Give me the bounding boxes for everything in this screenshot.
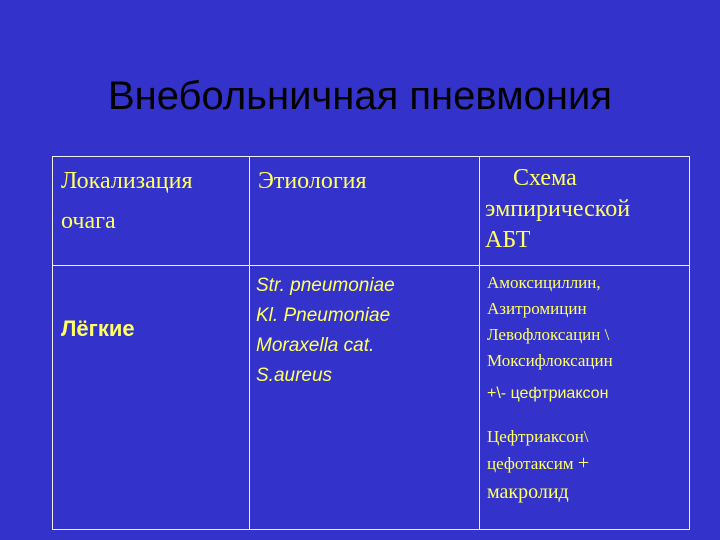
drug-item: Азитромицин xyxy=(487,299,587,318)
drug-item: цефотаксим xyxy=(487,454,574,473)
etiology-item: S.aureus xyxy=(256,365,333,386)
drug-item: Моксифлоксацин xyxy=(487,351,613,370)
header-scheme-line2: эмпирической xyxy=(485,196,631,222)
table xyxy=(52,156,690,530)
cell-localization-text: Лёгкие xyxy=(61,316,135,341)
row-divider xyxy=(53,265,689,266)
drug-item: макролид xyxy=(487,481,569,503)
header-localization-line1: Локализация xyxy=(61,168,193,194)
cell-scheme xyxy=(487,270,613,507)
column-divider-1 xyxy=(249,157,250,529)
cell-etiology xyxy=(256,271,395,391)
header-scheme-line1: Схема xyxy=(513,165,577,191)
drug-item: Цефтриаксон\ xyxy=(487,427,589,446)
header-localization xyxy=(61,161,193,241)
header-localization-line2: очага xyxy=(61,208,116,234)
etiology-item: Kl. Pneumoniae xyxy=(256,305,391,326)
drug-item-combined xyxy=(487,450,613,477)
column-divider-2 xyxy=(479,157,480,529)
drug-item: Левофлоксацин \ xyxy=(487,325,610,344)
drug-item: +\- цефтриаксон xyxy=(487,385,609,402)
drug-item: Амоксициллин, xyxy=(487,273,601,292)
etiology-item: Str. pneumoniae xyxy=(256,275,395,296)
plus-sign: + xyxy=(577,452,590,474)
header-etiology-text: Этиология xyxy=(258,168,367,194)
etiology-item: Moraxella cat. xyxy=(256,335,375,356)
header-scheme-line3: АБТ xyxy=(485,227,531,253)
header-etiology xyxy=(258,161,367,201)
cell-localization xyxy=(61,315,135,343)
slide-title: Внебольничная пневмония xyxy=(107,74,613,118)
header-scheme xyxy=(485,163,630,256)
